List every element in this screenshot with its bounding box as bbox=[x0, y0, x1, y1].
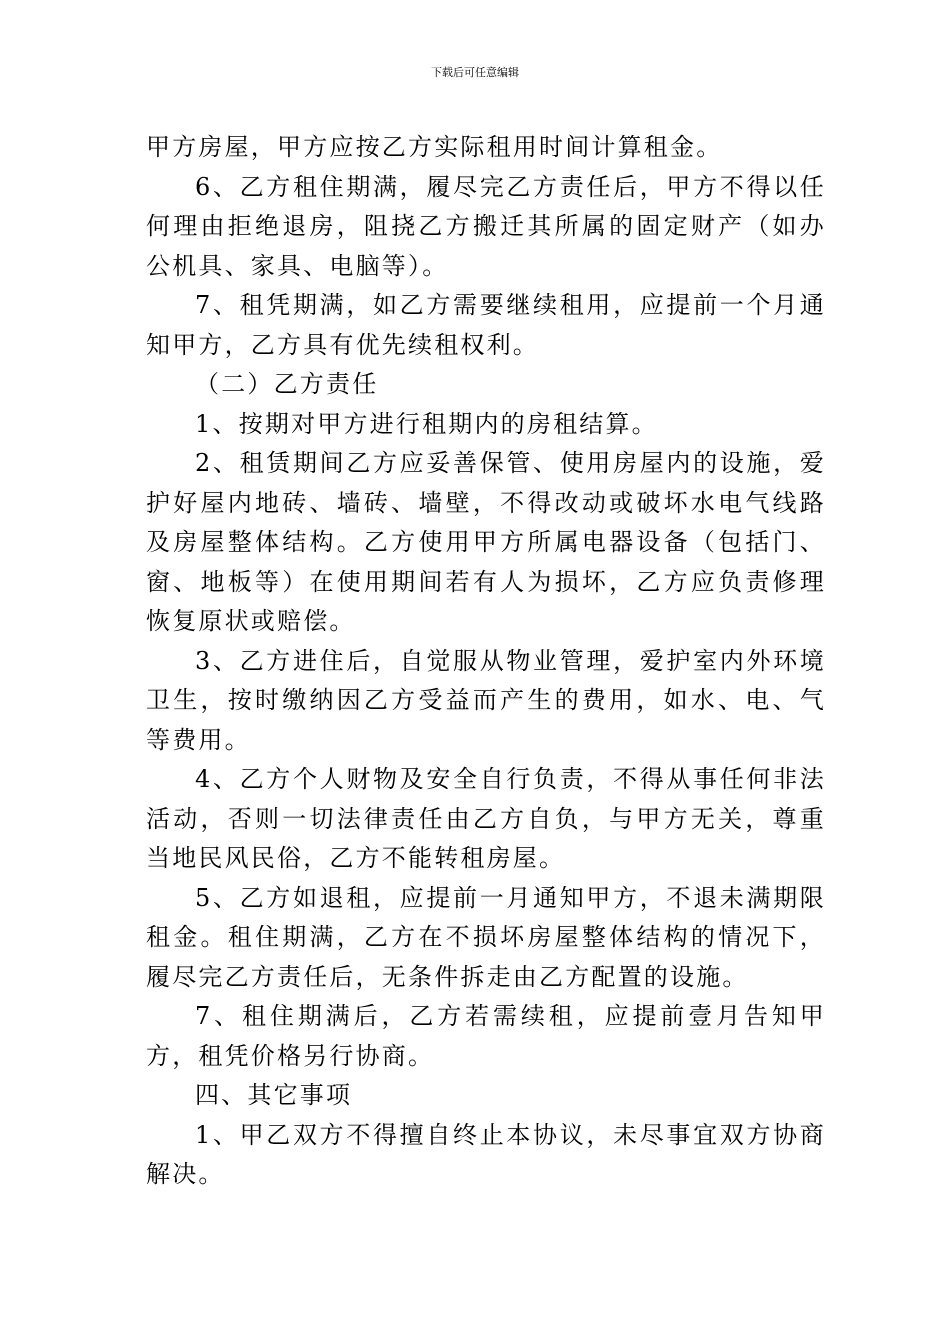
document-body bbox=[146, 128, 826, 1195]
section-heading: 四、其它事项 bbox=[195, 1081, 353, 1109]
paragraph: 6、乙方租住期满，履尽完乙方责任后，甲方不得以任何理由拒绝退房，阻挠乙方搬迁其所属的固定财产（如办公机具、家具、电脑等）。 bbox=[146, 172, 826, 280]
paragraph: 7、租凭期满，如乙方需要继续租用，应提前一个月通知甲方，乙方具有优先续租权利。 bbox=[146, 291, 826, 359]
paragraph: 1、按期对甲方进行租期内的房租结算。 bbox=[195, 409, 658, 438]
paragraph: 1、甲乙双方不得擅自终止本协议，未尽事宜双方协商解决。 bbox=[146, 1120, 826, 1188]
paragraph: 甲方房屋，甲方应按乙方实际租用时间计算租金。 bbox=[146, 133, 723, 161]
paragraph: 2、租赁期间乙方应妥善保管、使用房屋内的设施，爱护好屋内地砖、墙砖、墙壁，不得改动或破坏水电气线路及房屋整体结构。乙方使用甲方所属电器设备（包括门、窗、地板等）在使用期间若有人为损坏，乙方应负责修理恢复原状或赔偿。 bbox=[146, 449, 826, 635]
page-header-note: 下载后可任意编辑 bbox=[431, 66, 519, 79]
paragraph: 5、乙方如退租，应提前一月通知甲方，不退未满期限租金。租住期满，乙方在不损坏房屋整体结构的情况下，履尽完乙方责任后，无条件拆走由乙方配置的设施。 bbox=[146, 883, 826, 991]
paragraph: 4、乙方个人财物及安全自行负责，不得从事任何非法活动，否则一切法律责任由乙方自负，与甲方无关，尊重当地民风民俗，乙方不能转租房屋。 bbox=[146, 765, 826, 872]
section-heading: （二）乙方责任 bbox=[195, 370, 379, 398]
paragraph: 7、租住期满后，乙方若需续租，应提前壹月告知甲方，租凭价格另行协商。 bbox=[146, 1002, 826, 1070]
paragraph: 3、乙方进住后，自觉服从物业管理，爱护室内外环境卫生，按时缴纳因乙方受益而产生的费用，如水、电、气等费用。 bbox=[146, 646, 826, 754]
